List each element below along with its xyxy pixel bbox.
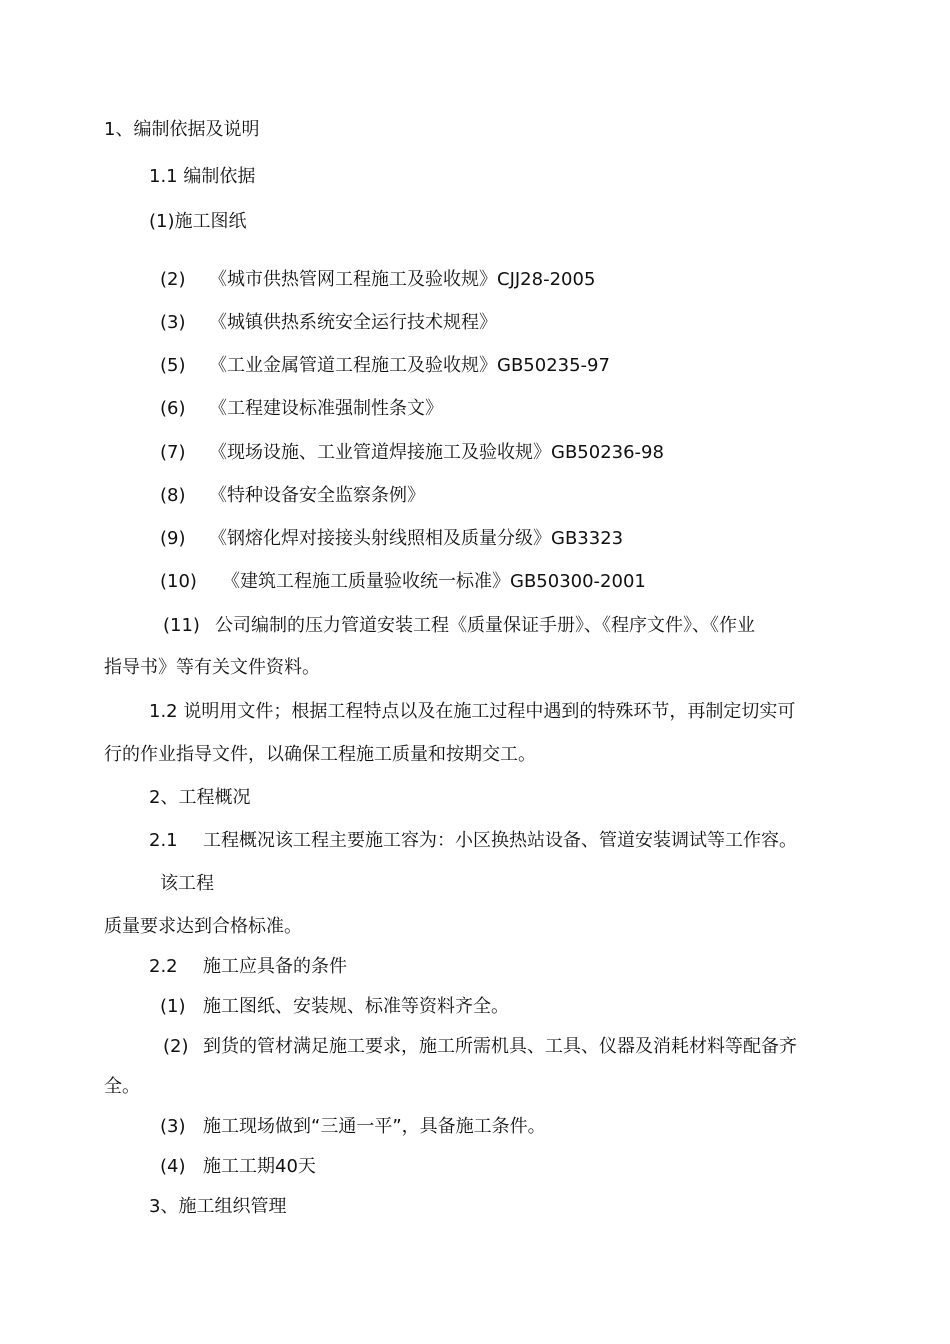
reference-text: 《城镇供热系统安全运行技术规程》 <box>209 312 497 333</box>
reference-text: 《工程建设标准强制性条文》 <box>209 398 443 419</box>
condition-text: 到货的管材满足施工要求，施工所需机具、工具、仪器及消耗材料等配备齐 <box>203 1036 797 1057</box>
paragraph-2-1-fragment: 该工程 <box>160 873 214 894</box>
reference-item-11-continued: 指导书》等有关文件资料。 <box>104 657 320 678</box>
reference-number: (2) <box>160 269 186 290</box>
section-heading-1: 1、编制依据及说明 <box>104 119 260 140</box>
reference-item <box>160 441 664 465</box>
reference-item <box>160 268 595 292</box>
paragraph-2-1-continued: 质量要求达到合格标准。 <box>104 916 302 937</box>
reference-text: 《建筑工程施工质量验收统一标准》GB50300-2001 <box>222 571 646 592</box>
condition-item <box>160 995 509 1019</box>
condition-number: (4) <box>160 1156 186 1177</box>
condition-number: (2) <box>163 1036 189 1057</box>
paragraph-1-2-continued: 行的作业指导文件，以确保工程施工质量和按期交工。 <box>104 744 536 765</box>
condition-number: (1) <box>160 996 186 1017</box>
condition-text: 施工工期40天 <box>203 1156 316 1177</box>
section-heading-3: 3、施工组织管理 <box>149 1196 287 1217</box>
condition-item-continued: 全。 <box>104 1076 140 1097</box>
paragraph-number: 2.2 <box>149 956 178 977</box>
reference-text: 《工业金属管道工程施工及验收规》GB50235-97 <box>209 355 610 376</box>
list-item-drawings: (1)施工图纸 <box>149 211 247 232</box>
subsection-heading-2-2 <box>149 955 347 979</box>
reference-number: (10) <box>160 571 197 592</box>
subsection-heading-1-1: 1.1 编制依据 <box>149 166 256 187</box>
reference-number: (11) <box>163 615 200 636</box>
section-heading-2: 2、工程概况 <box>149 787 251 808</box>
condition-text: 施工图纸、安装规、标准等资料齐全。 <box>203 996 509 1017</box>
reference-item-11 <box>163 614 755 638</box>
reference-item <box>160 527 623 551</box>
reference-item <box>160 484 425 508</box>
reference-text: 《现场设施、工业管道焊接施工及验收规》GB50236-98 <box>209 442 664 463</box>
reference-text: 公司编制的压力管道安装工程《质量保证手册》、《程序文件》、《作业 <box>215 615 755 636</box>
paragraph-2-1 <box>149 829 797 853</box>
reference-text: 《钢熔化焊对接接头射线照相及质量分级》GB3323 <box>209 528 624 549</box>
reference-item <box>160 397 443 421</box>
reference-item <box>160 570 646 594</box>
reference-text: 《特种设备安全监察条例》 <box>209 485 425 506</box>
condition-number: (3) <box>160 1116 186 1137</box>
paragraph-number: 2.1 <box>149 830 178 851</box>
reference-text: 《城市供热管网工程施工及验收规》CJJ28-2005 <box>209 269 596 290</box>
paragraph-text: 工程概况该工程主要施工容为：小区换热站设备、管道安装调试等工作容。 <box>203 830 797 851</box>
condition-item <box>163 1035 797 1059</box>
condition-item <box>160 1115 546 1139</box>
reference-number: (9) <box>160 528 186 549</box>
paragraph-1-2: 1.2 说明用文件；根据工程特点以及在施工过程中遇到的特殊环节，再制定切实可 <box>149 701 796 722</box>
condition-item <box>160 1155 316 1179</box>
reference-number: (8) <box>160 485 186 506</box>
reference-number: (5) <box>160 355 186 376</box>
reference-number: (6) <box>160 398 186 419</box>
subsection-title: 施工应具备的条件 <box>203 956 347 977</box>
reference-item <box>160 354 610 378</box>
reference-number: (3) <box>160 312 186 333</box>
reference-number: (7) <box>160 442 186 463</box>
condition-text: 施工现场做到“三通一平”，具备施工条件。 <box>203 1116 546 1137</box>
reference-item <box>160 311 497 335</box>
